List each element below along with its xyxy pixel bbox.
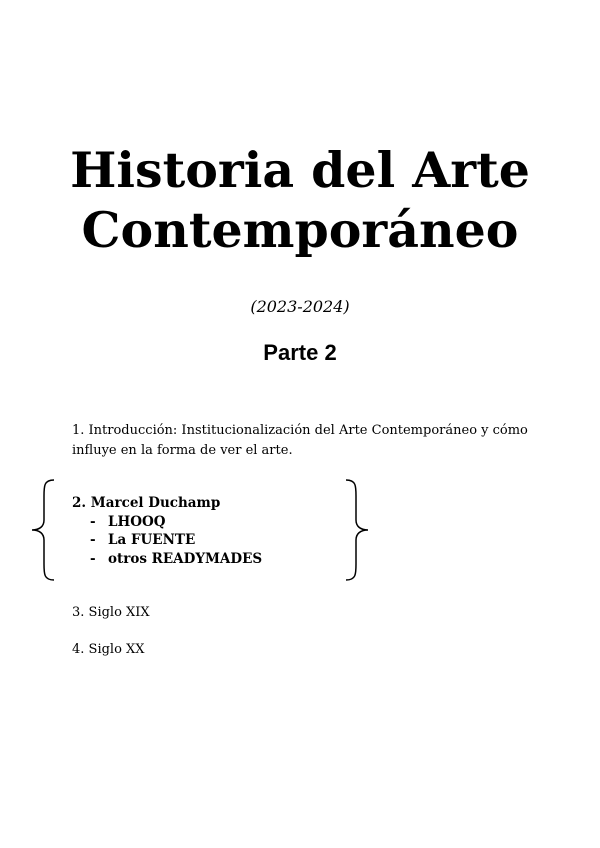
- section-duchamp: [72, 494, 352, 568]
- section-siglo-xx: 4. Siglo XX: [72, 642, 145, 657]
- list-item: - La FUENTE: [90, 532, 196, 548]
- academic-year: (2023-2024): [250, 297, 350, 316]
- intro-line-1: 1. Introducción: Institucionalización del Arte Contemporáneo y cómo: [72, 423, 528, 438]
- left-brace-icon: [28, 478, 58, 582]
- duchamp-heading: 2. Marcel Duchamp: [72, 495, 221, 511]
- part-label: Parte 2: [263, 340, 337, 365]
- section-intro: [72, 421, 532, 461]
- title-line-1: Historia del Arte: [70, 141, 530, 199]
- list-item: - LHOOQ: [90, 513, 166, 530]
- intro-line-2: influye en la forma de ver el arte.: [72, 443, 293, 458]
- section-siglo-xix: 3. Siglo XIX: [72, 605, 150, 620]
- list-item: - otros READYMADES: [90, 550, 263, 567]
- document-title: [0, 140, 600, 260]
- duchamp-list: [72, 513, 352, 569]
- title-line-2: Contemporáneo: [81, 201, 519, 259]
